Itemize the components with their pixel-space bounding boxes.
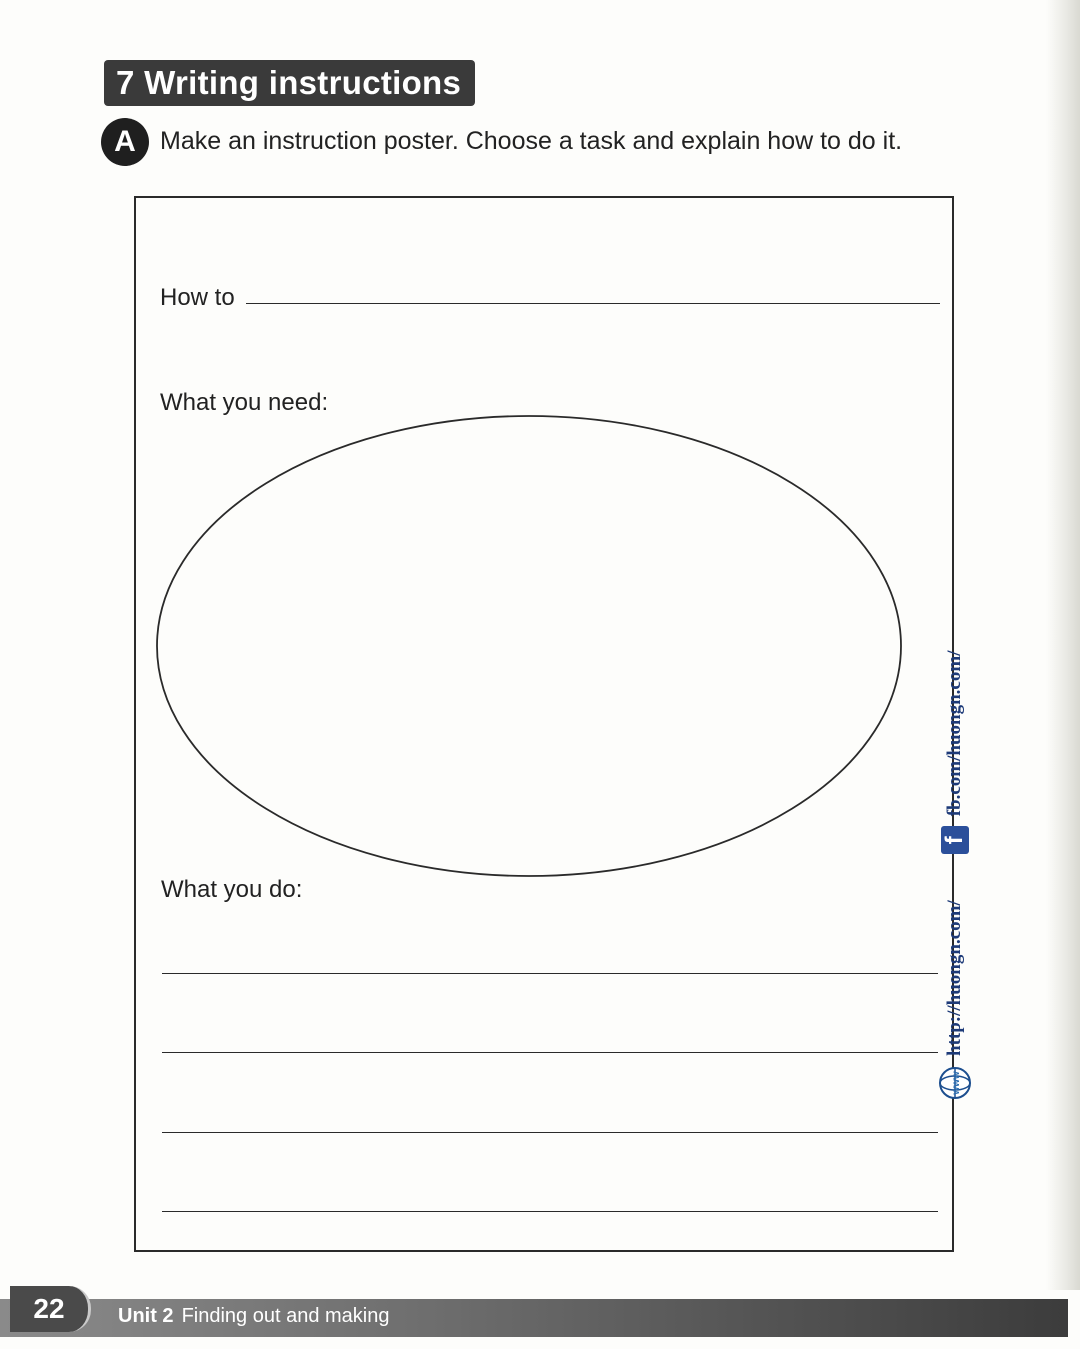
what-you-need-label: What you need:: [160, 389, 329, 416]
watermark-website: http://huongn.com/: [944, 900, 965, 1056]
what-you-need-drawing-ellipse[interactable]: [152, 412, 908, 882]
footer-unit-label: Unit 2: [118, 1305, 174, 1327]
page-number: 22: [10, 1286, 91, 1332]
what-you-do-line-1[interactable]: [162, 973, 938, 974]
footer-unit-text: [118, 1305, 389, 1328]
how-to-answer-line[interactable]: [246, 303, 940, 304]
what-you-do-label: What you do:: [161, 876, 303, 903]
what-you-do-line-2[interactable]: [162, 1052, 938, 1053]
what-you-do-line-4[interactable]: [162, 1211, 938, 1212]
how-to-label: How to: [160, 284, 235, 311]
scan-shadow-edge: [1046, 0, 1080, 1290]
task-instruction: Make an instruction poster. Choose a task and explain how to do it.: [160, 127, 903, 155]
footer-unit-title: Finding out and making: [181, 1305, 390, 1327]
what-you-do-line-3[interactable]: [162, 1132, 938, 1133]
watermark-facebook: fb.com/huongn.com/: [944, 650, 965, 817]
section-title: 7 Writing instructions: [104, 60, 475, 106]
globe-icon: [938, 1066, 972, 1100]
vertical-watermark: [938, 651, 972, 1100]
globe-icon-text: www: [951, 1071, 962, 1095]
task-letter-badge: A: [101, 118, 149, 166]
facebook-icon: f: [941, 826, 969, 854]
